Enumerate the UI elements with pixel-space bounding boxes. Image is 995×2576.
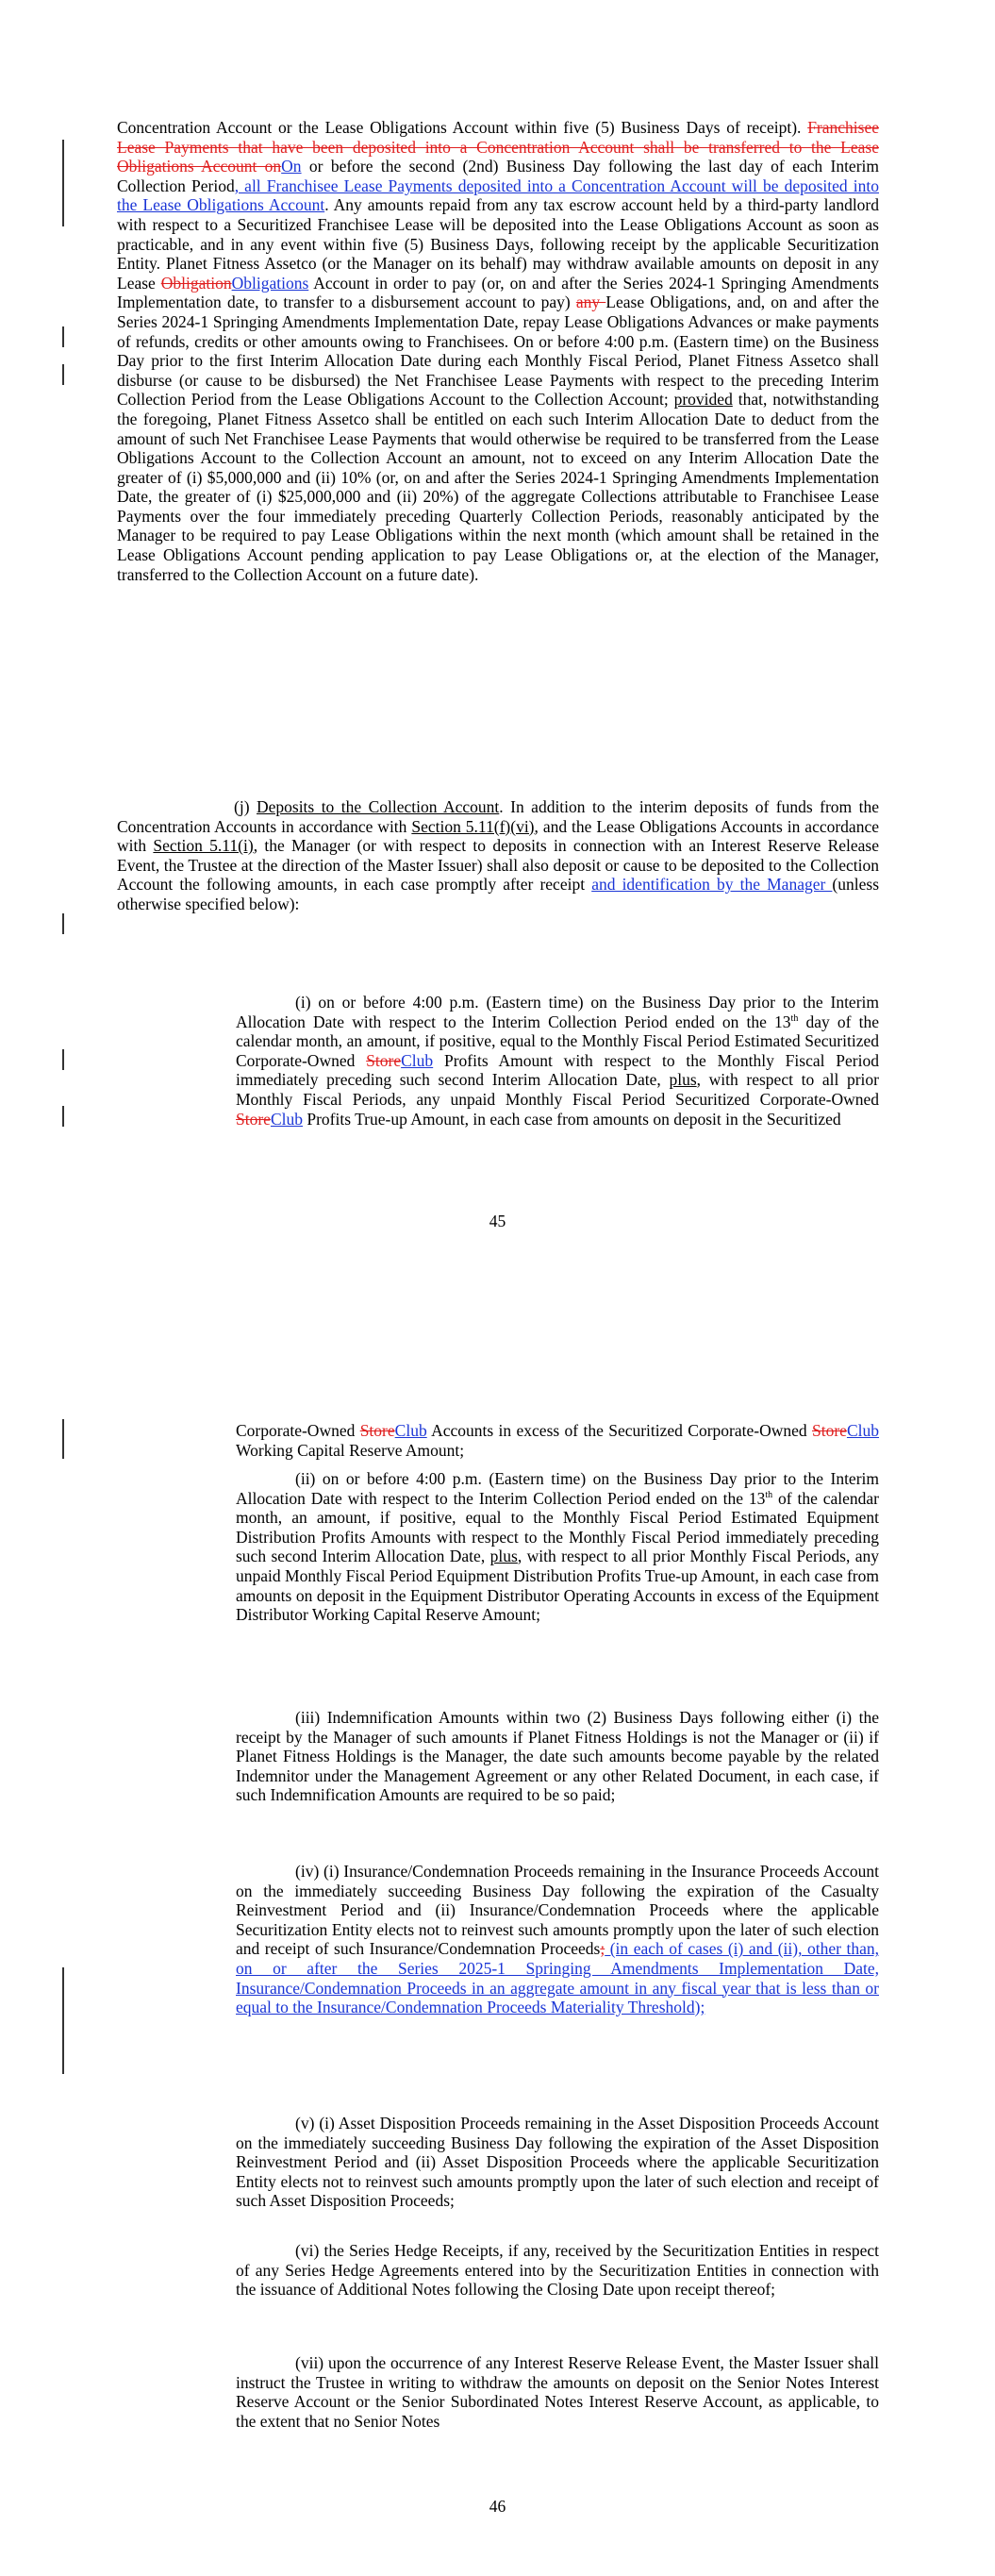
change-bar (62, 1419, 64, 1459)
text-run: Accounts in excess of the Securitized Corporate-Owned (426, 1421, 812, 1440)
text-run: Concentration Account or the Lease Obligations Account within five (5) Business Days of receipt). (117, 118, 808, 137)
underlined-text: Deposits to the Collection Account (256, 797, 500, 816)
text-run: (i) on or before 4:00 p.m. (Eastern time) on the Business Day prior to the Interim Allocation Date with respect to the Interim Collection Period ended on the 13 (236, 993, 879, 1031)
underlined-text: Section 5.11(f)(vi) (411, 816, 535, 836)
change-bar (62, 1967, 64, 2074)
deleted-text: Store (359, 1421, 395, 1440)
text-run: Corporate-Owned (236, 1421, 360, 1440)
text-run: (iii) Indemnification Amounts within two (2) Business Days following either (i) the receipt by the Manager of such amounts if Planet Fitness Holdings is not the Manager or (ii) if Planet Fitness Holdings is the Manager, the date such amounts become payable by the related Indemnitor under the Management Agreement or any other Related Document, in each case, if such Indemnification Amounts are required to be so paid; (236, 1708, 879, 1805)
text-run: Account in order to pay (or, on and after the Series 2024-1 Springing Amendments Implementation date, to transfer to a disbursement account to pay) (117, 273, 879, 312)
clause-vii-paragraph (236, 2353, 879, 2431)
superscript: th (790, 1012, 799, 1024)
page-number: 46 (489, 2497, 506, 2516)
page-number: 45 (489, 1212, 506, 1230)
text-run: , with respect to all prior Monthly Fiscal Periods, any unpaid Monthly Fiscal Period Equipment Distribution Profits True-up Amount, in each case from amounts on deposit in the Equipment Distributor Operating Accounts in excess of the Equipment Distributor Working Capital Reserve Amount; (236, 1547, 880, 1625)
text-run: Working Capital Reserve Amount; (236, 1440, 465, 1460)
text-run: of the calendar month, an amount, if positive, equal to the Monthly Fiscal Period Estimated Equipment Distribution Profits Amounts with respect to the Monthly Fiscal Period immediately preceding such second Interim Allocation Date, (236, 1488, 879, 1566)
text-run: (v) (i) Asset Disposition Proceeds remaining in the Asset Disposition Proceeds Account on the immediately succeeding Business Day following the expiration of the Asset Disposition Reinvestment Period and (ii) Asset Disposition Proceeds where the applicable Securitization Entity elects not to reinvest such amounts promptly upon the later of such election and receipt of such Asset Disposition Proceeds; (236, 2114, 879, 2211)
text-run: (j) (234, 797, 257, 816)
text-run: (ii) on or before 4:00 p.m. (Eastern time) on the Business Day prior to the Interim Allocation Date with respect to the Interim Collection Period ended on the 13 (236, 1469, 879, 1508)
change-bar (62, 1106, 64, 1127)
text-run: , with respect to all prior Monthly Fiscal Periods, any unpaid Monthly Fiscal Period Securitized Corporate-Owned (236, 1070, 879, 1109)
deleted-text: Store (811, 1421, 847, 1440)
text-run: Profits True-up Amount, in each case from amounts on deposit in the Securitized (303, 1109, 841, 1129)
inserted-text: (in each of cases (i) and (ii), other than, on or after the Series 2025-1 Springing Amendments Implementation Date, Insurance/Condemnation Proceeds in an aggregate amount in any fiscal year that is less than or equal to the Insurance/Condemnation Proceeds Materiality Threshold); (236, 1939, 880, 2017)
deleted-text: Store (366, 1050, 402, 1070)
change-bar (62, 913, 64, 934)
inserted-text: Club (846, 1421, 879, 1440)
text-run: . In addition to the interim deposits of funds from the Concentration Accounts in accordance with (117, 797, 879, 836)
clause-i-paragraph (236, 993, 879, 1129)
superscript: th (765, 1489, 773, 1500)
change-bar (62, 140, 64, 226)
text-run: Profits Amount with respect to the Monthly Fiscal Period immediately preceding such second Interim Allocation Date, (236, 1050, 879, 1090)
text-run: (vii) upon the occurrence of any Interest Reserve Release Event, the Master Issuer shall instruct the Trustee in writing to withdraw the amounts on deposit on the Senior Notes Interest Reserve Account or the Senior Subordinated Notes Interest Reserve Account, as applicable, to the extent that no Senior Notes (236, 2353, 879, 2431)
text-run: day of the calendar month, an amount, if positive, equal to the Monthly Fiscal Period Estimated Securitized Corporate-Owned (236, 1012, 879, 1070)
inserted-text: On (281, 157, 302, 176)
underlined-text: plus (489, 1547, 518, 1566)
inserted-text: and identification by the Manager (591, 875, 833, 895)
deleted-text: any (575, 293, 606, 312)
clause-vi-paragraph (236, 2241, 879, 2300)
inserted-text: , all Franchisee Lease Payments deposited into a Concentration Account will be deposited into the Lease Obligations Account (117, 176, 879, 215)
underlined-text: provided (673, 390, 733, 410)
change-bar (62, 364, 64, 385)
clause-ii-paragraph (236, 1469, 879, 1625)
text-run: or before the second (2nd) Business Day following the last day of each Interim Collection Period (117, 157, 879, 195)
clause-iv-paragraph (236, 1862, 879, 2017)
inserted-text: Club (394, 1421, 427, 1440)
clause-iii-paragraph (236, 1708, 879, 1805)
underlined-text: Section 5.11(i) (153, 836, 254, 856)
underlined-text: plus (669, 1070, 697, 1090)
text-run: that, notwithstanding the foregoing, Planet Fitness Assetco shall be entitled on each such Interim Allocation Date to deduct from the amount of such Net Franchisee Lease Payments that would otherwise be required to be transferred from the Lease Obligations Account to the Collection Account an amount, not to exceed on any Interim Allocation Date the greater of (i) $5,000,000 and (ii) 10% (or, on and after the Series 2024-1 Springing Amendments Implementation Date, the greater of (i) $25,000,000 and (ii) 20%) of the aggregate Collections attributable to Franchisee Lease Payments over the four immediately preceding Quarterly Collection Periods, reasonably anticipated by the Manager to be required to pay Lease Obligations within the next month (which amount shall be retained in the Lease Obligations Account pending application to pay Lease Obligations or, at the election of the Manager, transferred to the Collection Account on a future date). (117, 390, 879, 584)
change-bar (62, 326, 64, 347)
deleted-text: ; (600, 1939, 605, 1959)
text-run: (unless otherwise specified below): (117, 875, 879, 913)
text-run: (vi) the Series Hedge Receipts, if any, received by the Securitization Entities in respect of any Series Hedge Agreements entered into by the Securitization Entities in connection with the issuance of Additional Notes following the Closing Date upon receipt thereof; (236, 2241, 879, 2300)
inserted-text: Obligations (231, 273, 309, 293)
text-run: . Any amounts repaid from any tax escrow account held by a third-party landlord with respect to a Securitized Franchisee Lease will be deposited into the Lease Obligations Account as soon as practicable, and in any event within five (5) Business Days, following receipt by the applicable Securitization Entity. Planet Fitness Assetco (or the Manager on its behalf) may withdraw available amounts on deposit in any Lease (117, 195, 880, 293)
deleted-text: Store (236, 1109, 271, 1129)
document-page-46 (0, 1288, 995, 2576)
deleted-text: Obligation (160, 273, 232, 293)
text-run: , and the Lease Obligations Accounts in accordance with (117, 816, 879, 856)
lease-obligations-paragraph (117, 118, 879, 584)
inserted-text: Club (270, 1109, 303, 1129)
deleted-text: Franchisee Lease Payments that have been deposited into a Concentration Account shall be transferred to the Lease Obligations Account on (117, 118, 879, 176)
clause-i-continuation (236, 1421, 879, 1460)
section-j-paragraph (117, 797, 879, 914)
change-bar (62, 1049, 64, 1070)
text-run: (iv) (i) Insurance/Condemnation Proceeds remaining in the Insurance Proceeds Account on the immediately succeeding Business Day following the expiration of the Casualty Reinvestment Period and (ii) Insurance/Condemnation Proceeds where the applicable Securitization Entity elects not to reinvest such amounts promptly upon the later of such election and receipt of such Insurance/Condemnation Proceeds (236, 1862, 879, 1959)
inserted-text: Club (401, 1050, 434, 1070)
clause-v-paragraph (236, 2114, 879, 2211)
text-run: , the Manager (or with respect to deposits in connection with an Interest Reserve Release Event, the Trustee at the direction of the Master Issuer) shall also deposit or cause to be deposited to the Collection Account the following amounts, in each case promptly after receipt (117, 836, 879, 895)
text-run: Lease Obligations, and, on and after the Series 2024-1 Springing Amendments Implementation Date, repay Lease Obligations Advances or make payments of refunds, credits or other amounts owing to Franchisees. On or before 4:00 p.m. (Eastern time) on the Business Day prior to the first Interim Allocation Date during each Monthly Fiscal Period, Planet Fitness Assetco shall disburse (or cause to be disbursed) the Net Franchisee Lease Payments with respect to the preceding Interim Collection Period from the Lease Obligations Account to the Collection Account; (117, 293, 879, 410)
